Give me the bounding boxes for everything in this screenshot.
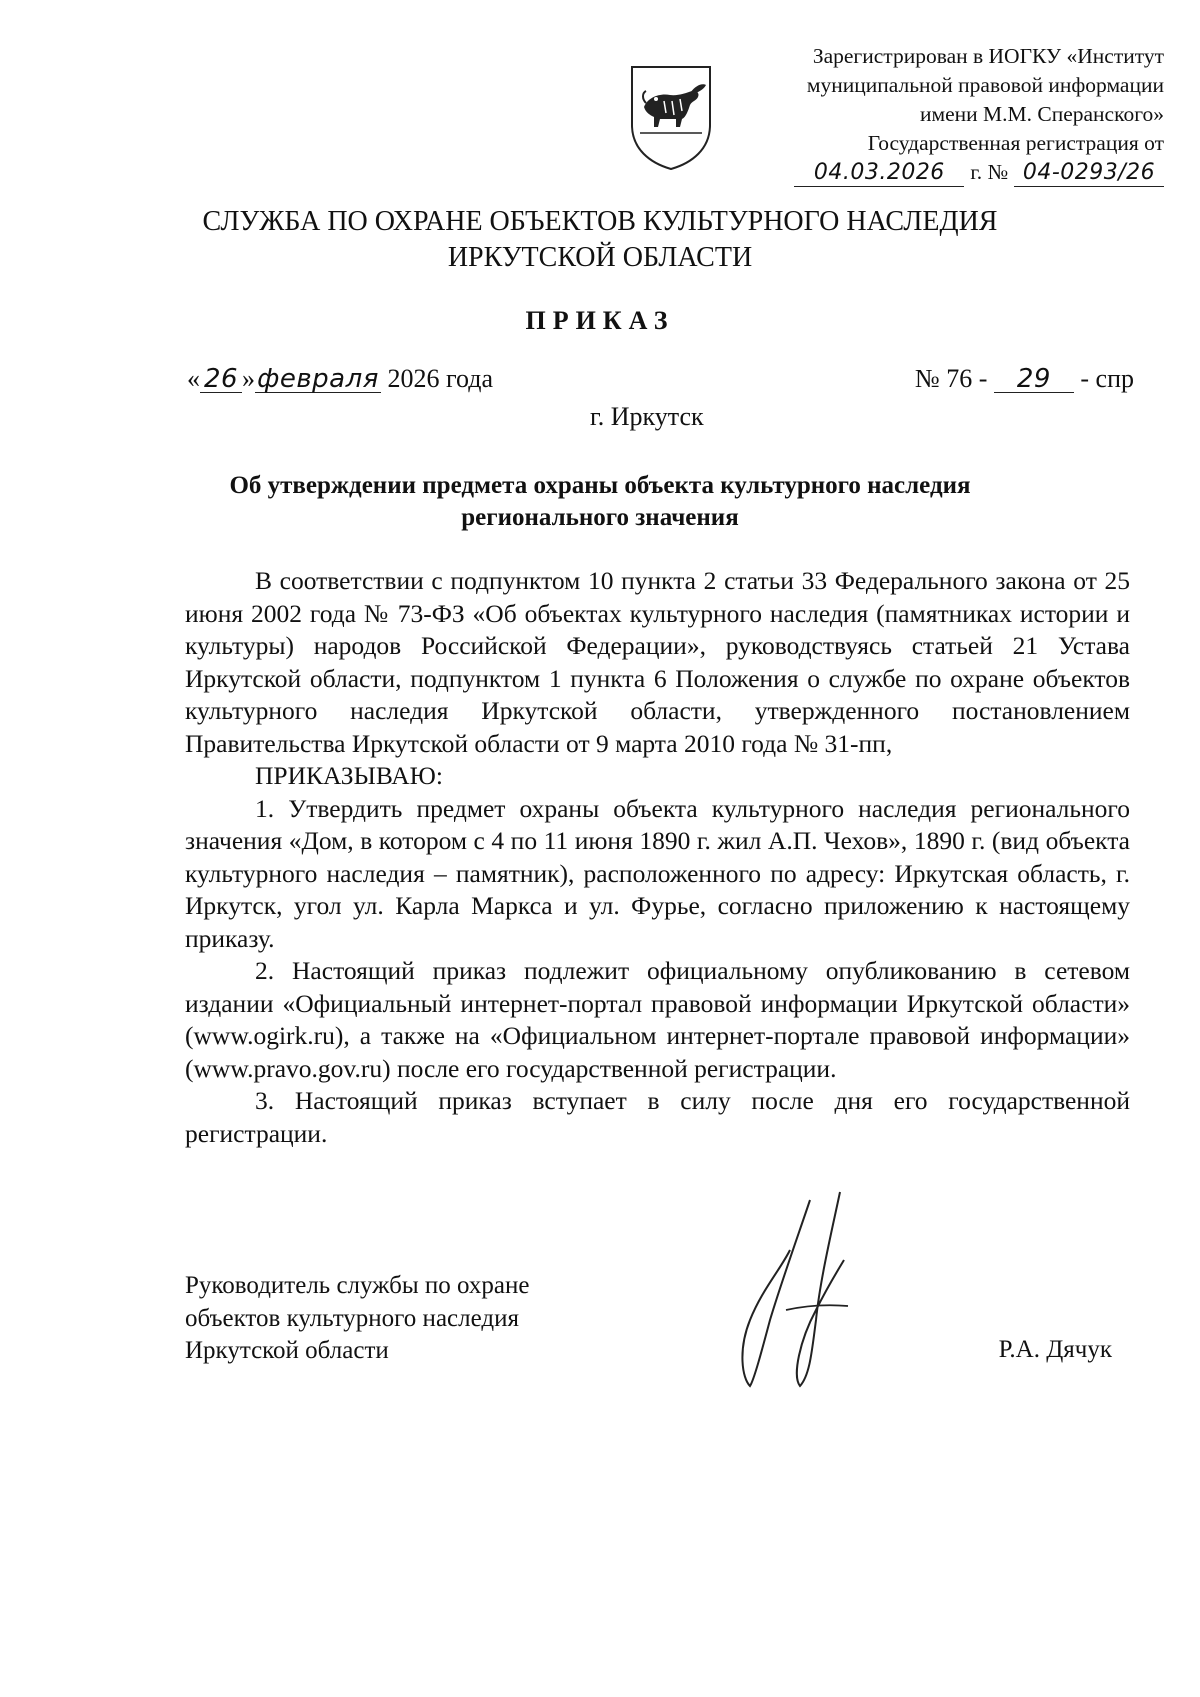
registration-line-2: муниципальной правовой информации [806, 73, 1164, 97]
preamble-paragraph: В соответствии с подпунктом 10 пункта 2 статьи 33 Федерального закона от 25 июня 2002 года № 73-ФЗ «Об объектах культурного наследия (памятниках истории и культуры) народов Российской Федерации», руководствуясь статьей 21 Устава Иркутской области, подпунктом 1 пункта 6 Положения о службе по охране объектов культурного наследия Иркутской области, утвержденного постановлением Правительства Иркутской области от 9 марта 2010 года № 31-пп, [185, 566, 1130, 758]
heading-line-2: регионального значения [461, 504, 739, 531]
signer-line-3: Иркутской области [185, 1337, 389, 1364]
order-item-3: 3. Настоящий приказ вступает в силу после дня его государственной регистрации. [185, 1086, 1130, 1148]
date-close-quote: » [242, 364, 255, 393]
date-open-quote: « [187, 364, 200, 393]
order-item-1: 1. Утвердить предмет охраны объекта культурного наследия регионального значения «Дом, в котором с 4 по 11 июня 1890 г. жил А.П. Чехов», 1890 г. (вид объекта культурного наследия – памятник), расположенного по адресу: Иркутская область, г. Иркутск, угол ул. Карла Маркса и ул. Фурье, согласно приложению к настоящему приказу. [185, 793, 1130, 953]
registration-date: 04.03.2026 [794, 160, 964, 187]
signer-position [185, 1270, 529, 1368]
registration-number: 04-0293/26 [1014, 160, 1164, 187]
signer-line-1: Руководитель службы по охране [185, 1272, 530, 1299]
order-word: ПРИКАЗЫВАЮ: [255, 761, 443, 790]
order-number-prefix: № 76 - [914, 364, 988, 393]
registration-line-1: Зарегистрирован в ИОГКУ «Институт [812, 44, 1164, 68]
coat-of-arms-icon [626, 63, 716, 171]
registration-line-4: Государственная регистрация от [867, 131, 1164, 155]
handwritten-signature [720, 1190, 880, 1390]
registration-fill-line [714, 158, 1164, 187]
order-item-2: 2. Настоящий приказ подлежит официальному опубликованию в сетевом издании «Официальный интернет-портал правовой информации Иркутской области» (www.ogirk.ru), а также на «Официальном интернет-портале правовой информации» (www.pravo.gov.ru) после его государственной регистрации. [185, 956, 1130, 1083]
date-year: 2026 года [387, 364, 494, 393]
date-day: 26 [200, 366, 242, 393]
document-type: ПРИКАЗ [525, 306, 675, 335]
agency-name-line-2: ИРКУТСКОЙ ОБЛАСТИ [447, 242, 753, 273]
city: г. Иркутск [590, 402, 704, 431]
agency-name [60, 204, 1140, 276]
order-date [187, 364, 493, 394]
date-month: февраля [255, 366, 381, 393]
order-number [915, 364, 1134, 394]
registration-number-label: г. № [970, 160, 1008, 184]
agency-name-line-1: СЛУЖБА ПО ОХРАНЕ ОБЪЕКТОВ КУЛЬТУРНОГО НАСЛЕДИЯ [202, 206, 998, 237]
heading-line-1: Об утверждении предмета охраны объекта культурного наследия [229, 472, 971, 499]
document-body [185, 565, 1130, 1150]
registration-stamp [714, 42, 1164, 187]
signer-name: Р.А. Дячук [998, 1336, 1112, 1363]
document-heading [150, 470, 1050, 534]
order-number-suffix: - спр [1080, 364, 1134, 393]
order-number-value: 29 [994, 366, 1074, 393]
signer-line-2: объектов культурного наследия [185, 1304, 519, 1332]
registration-line-3: имени М.М. Сперанского» [919, 102, 1164, 126]
